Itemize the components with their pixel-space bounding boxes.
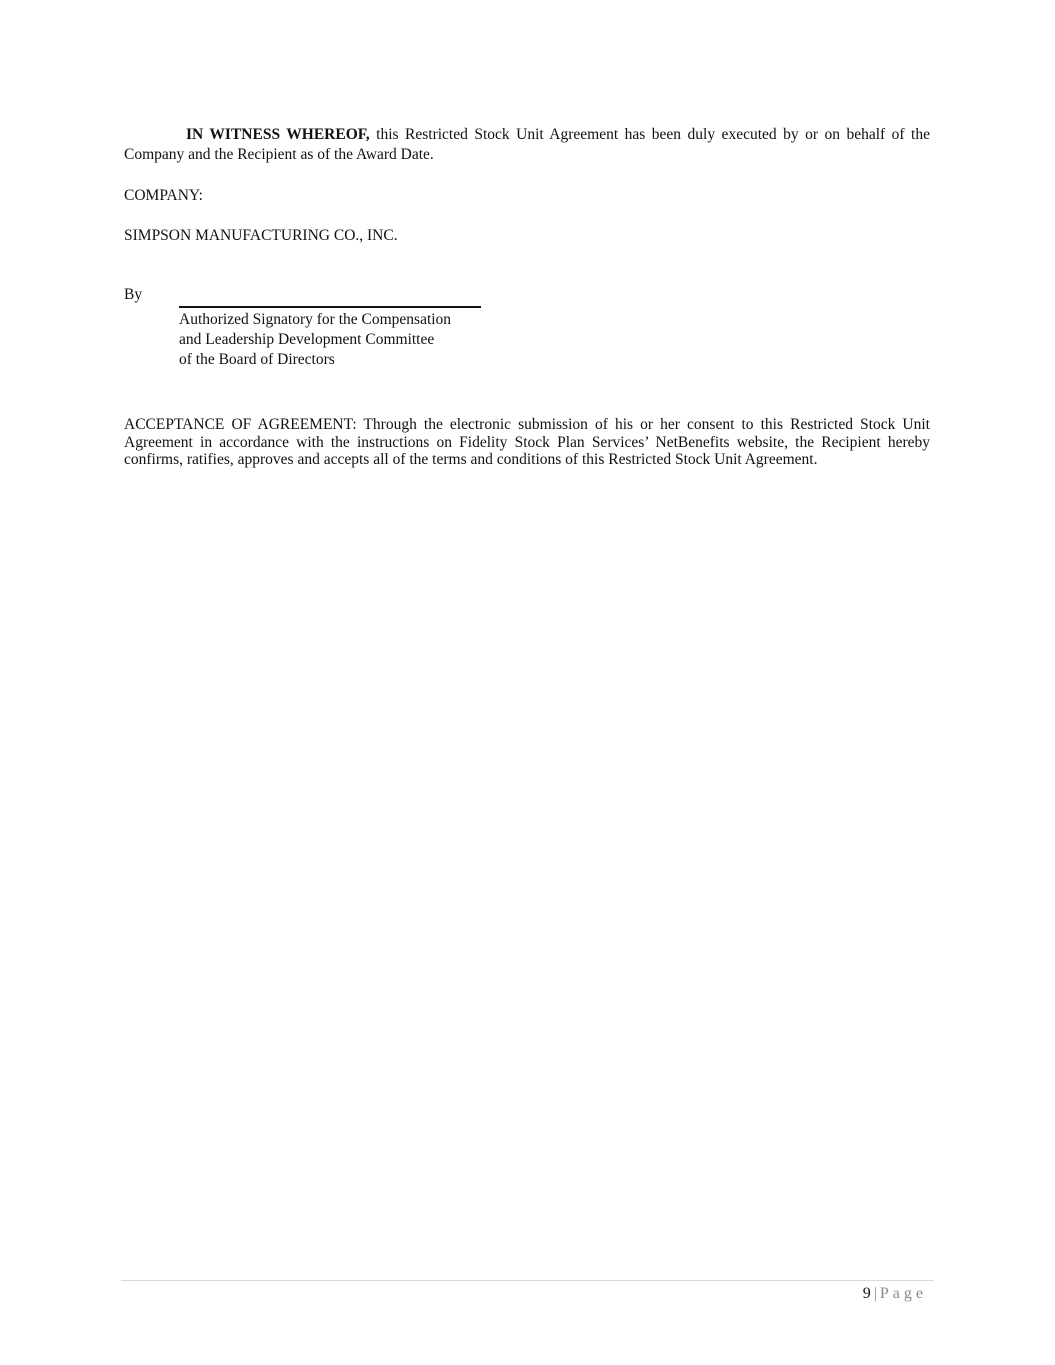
footer-separator: |: [873, 1285, 877, 1302]
page-footer: [863, 1284, 927, 1304]
by-label: By: [124, 286, 143, 303]
witness-text: this Restricted Stock Unit Agreement has been duly executed by or on behalf of the Company and the Recipient as of the Award Date.: [124, 126, 930, 163]
signature-caption: [179, 310, 499, 370]
footer-divider: [121, 1280, 934, 1281]
signature-line: [179, 306, 481, 308]
signature-caption-line: of the Board of Directors: [179, 351, 335, 368]
page-word: Page: [879, 1285, 927, 1302]
page-number: 9: [862, 1285, 871, 1302]
signature-caption-line: and Leadership Development Committee: [179, 331, 435, 348]
witness-paragraph: [124, 125, 930, 165]
company-label: COMPANY:: [124, 187, 203, 204]
witness-lead: IN WITNESS WHEREOF,: [186, 126, 370, 143]
acceptance-paragraph: ACCEPTANCE OF AGREEMENT: Through the electronic submission of his or her consent to this Restricted Stock Unit Agreement in accordance with the instructions on Fidelity Stock Plan Services’ NetBenefits website, the Recipient hereby confirms, ratifies, approves and accepts all of the terms and conditions of this Restricted Stock Unit Agreement.: [124, 416, 930, 468]
company-name: SIMPSON MANUFACTURING CO., INC.: [124, 227, 398, 244]
signature-caption-line: Authorized Signatory for the Compensation: [179, 311, 452, 328]
